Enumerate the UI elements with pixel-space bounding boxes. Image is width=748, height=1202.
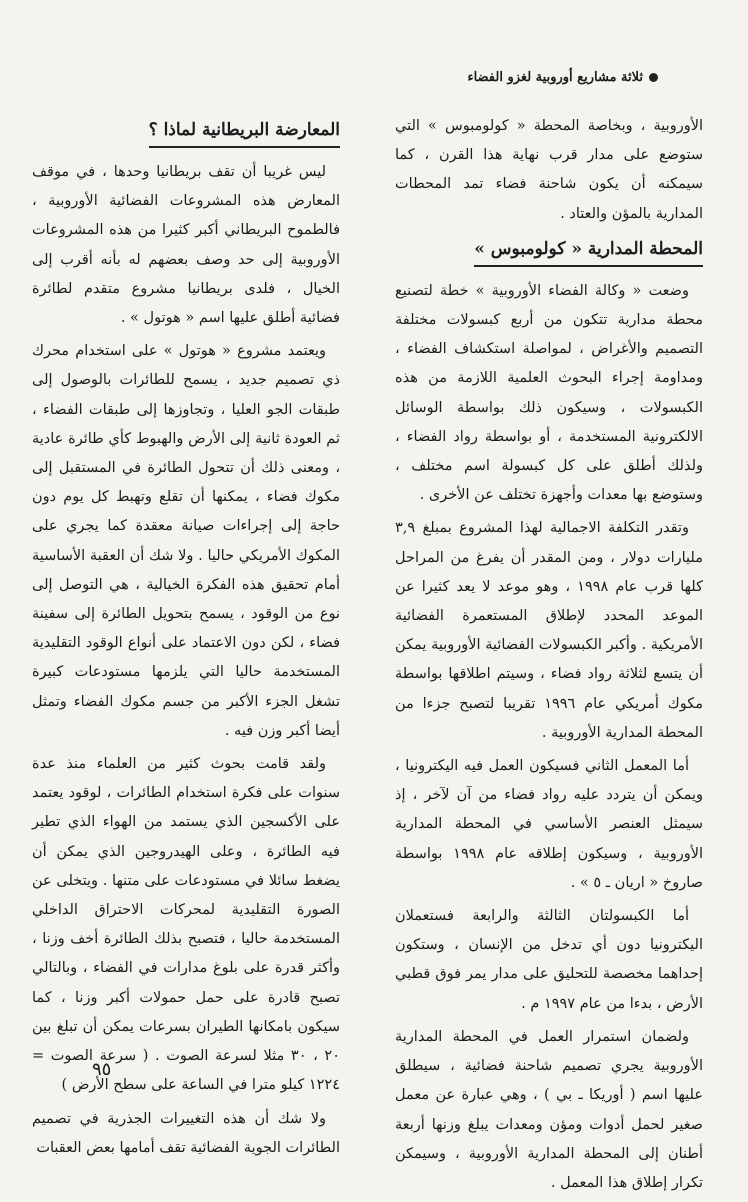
running-header-title: ثلاثة مشاريع أوروبية لغزو الفضاء (467, 70, 643, 85)
paragraph: أما الكبسولتان الثالثة والرابعة فستعملان اليكترونيا دون أي تدخل من الإنسان ، وستكون إحداهما مخصصة للتحليق على مدار يمر فوق قطبي الأرض ، بدءا من عام ١٩٩٧ م . (395, 908, 703, 1012)
paragraph: ولا شك أن هذه التغييرات الجذرية في تصميم الطائرات الجوية الفضائية تقف أمامها بعض العقبات (32, 1110, 340, 1156)
left-column (32, 114, 340, 1167)
section-heading-british-opposition: المعارضة البريطانية لماذا ؟ (149, 116, 340, 148)
paragraph: ويعتمد مشروع « هوتول » على استخدام محرك ذي تصميم جديد ، يسمح للطائرات بالوصول إلى طبقات الجو العليا ، وتجاوزها إلى طبقات الفضاء ، ثم العودة ثانية إلى الأرض والهبوط كأي طائرة عادية ، ومعنى ذلك أن تتحول الطائرة في المستقبل إلى مكوك فضاء ، يمكنها أن تقلع وتهبط كل يوم دون حاجة إلى إجراءات صيانة معقدة كما يجري على المكوك الأمريكي حاليا . ولا شك أن العقبة الأساسية أمام تحقيق هذه الفكرة الخيالية ، هي التوصل إلى نوع من الوقود ، يسمح بتحويل الطائرة إلى سفينة فضاء ، لكن دون الاعتماد على أنواع الوقود التقليدية المستخدمة حاليا التي يلزمها مستودعات كبيرة تشغل الجزء الأكبر من جسم مكوك الفضاء وتمثل أيضا أكبر وزن فيه . (32, 343, 340, 739)
paragraph: وضعت « وكالة الفضاء الأوروبية » خطة لتصنيع محطة مدارية تتكون من أربع كبسولات مختلفة التصميم والأغراض ، لمواصلة استكشاف الفضاء ، ومداومة إجراء البحوث العلمية اللازمة من هذه الكبسولات ، وسيكون ذلك بواسطة الوسائل الالكترونية المستخدمة ، أو بواسطة رواد الفضاء ، ولذلك أطلق على كل كبسولة اسم مختلف ، وستوضع بها معدات وأجهزة تختلف عن الأخرى . (395, 282, 703, 504)
paragraph: أما المعمل الثاني فسيكون العمل فيه اليكترونيا ، ويمكن أن يتردد عليه رواد فضاء من آن لآخر ، إذ سيمثل العنصر الأساسي في المحطة المدارية الأوروبية ، وسيكون إطلاقه عام ١٩٩٨ بواسطة صاروخ « اريان ـ ٥ » . (395, 758, 703, 891)
paragraph: ولضمان استمرار العمل في المحطة المدارية الأوروبية يجري تصميم شاحنة فضائية ، سيطلق عليها اسم ( أوريكا ـ بي ) ، وهي عبارة عن معمل صغير لحمل أدوات ومؤن ومعدات يبلغ وزنها أربعة أطنان إلى المحطة المدارية الأوروبية ، وسيمكن تكرار إطلاق هذا المعمل . (395, 1028, 703, 1191)
page-number: ٩٥ (92, 1059, 112, 1080)
paragraph: الأوروبية ، وبخاصة المحطة « كولومبوس » التي ستوضع على مدار قرب نهاية هذا القرن ، كما سيمكنه أن يكون شاحنة فضاء تمد المحطات المدارية بالمؤن والعتاد . (395, 118, 703, 222)
right-column (395, 112, 703, 1202)
section-heading-columbus: المحطة المدارية « كولومبوس » (474, 235, 703, 267)
running-header (467, 70, 658, 85)
bullet-icon (649, 73, 658, 82)
paragraph: ولقد قامت بحوث كثير من العلماء منذ عدة سنوات على فكرة استخدام الطائرات ، لوقود يعتمد على الأكسجين الذي يستمد من الهواء الذي تطير فيه الطائرة ، وعلى الهيدروجين الذي يمكن أن يضغط سائلا في مستودعات على متنها . ويتخلى عن الصورة التقليدية لمحركات الاحتراق الداخلي المستخدمة حاليا ، فتصبح بذلك الطائرة أخف وزنا ، وأكثر قدرة على بلوغ مدارات في الفضاء ، وبالتالي تصبح قادرة على حمل حمولات أكبر وزنا ، كما سيكون بامكانها الطيران بسرعات يمكن أن تبلغ بين ٢٠ ، ٣٠ مثلا لسرعة الصوت . ( سرعة الصوت = ١٢٢٤ كيلو مترا في الساعة على سطح الأرض ) (32, 756, 340, 1094)
paragraph: ليس غريبا أن تقف بريطانيا وحدها ، في موقف المعارض هذه المشروعات الفضائية الأوروبية ، فالطموح البريطاني أكبر كثيرا من هذه المشروعات الأوروبية إلى حد وصف بعضهم له بأنه أقرب إلى الخيال ، فلدى بريطانيا مشروع متقدم لطائرة فضائية أطلق عليها اسم « هوتول » . (32, 164, 340, 327)
paragraph: وتقدر التكلفة الاجمالية لهذا المشروع بمبلغ ٣,٩ مليارات دولار ، ومن المقدر أن يفرغ من المراحل كلها قرب عام ١٩٩٨ ، وهو موعد لا يعد كثيرا عن الموعد المحدد لإطلاق المستعمرة الفضائية الأمريكية . وأكبر الكبسولات الفضائية الأوروبية يمكن أن يتسع لثلاثة رواد فضاء ، وسيتم اطلاقها بواسطة مكوك أمريكي عام ١٩٩٦ تقريبا لتصبح جزءا من المحطة المدارية الأوروبية . (395, 520, 703, 741)
